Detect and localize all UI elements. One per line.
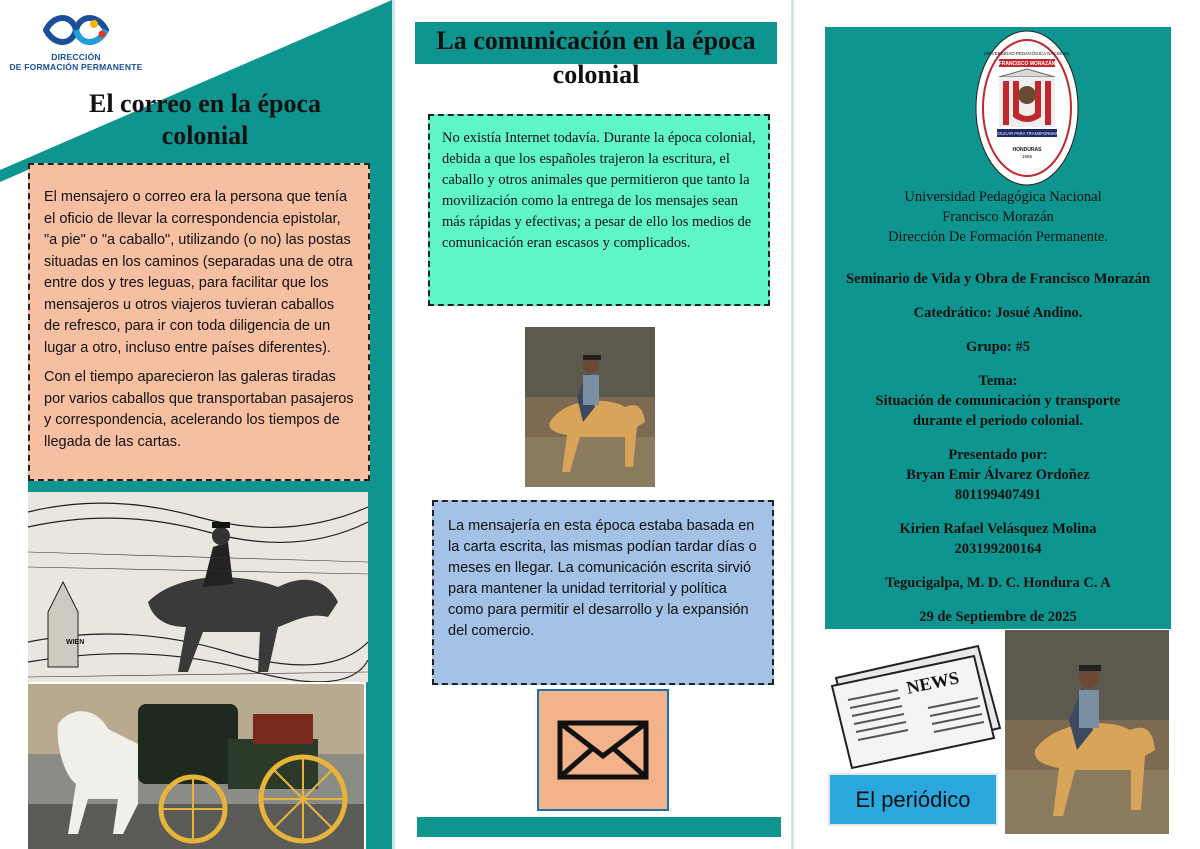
university-name: Universidad Pedagógica Nacional bbox=[904, 189, 1102, 205]
correo-paragraph-2: Con el tiempo aparecieron las galeras tiradas por varios caballos que transportaban pasajeros y correspondencia, acelerando los tiempos de llegada de las cartas. bbox=[44, 369, 354, 450]
topic-label: Tema: bbox=[978, 373, 1018, 389]
left-panel-title: El correo en la época colonial bbox=[88, 89, 322, 150]
student2-name: Kirien Rafael Velásquez Molina bbox=[899, 521, 1097, 537]
seal-top-text: UNIVERSIDAD PEDAGÓGICA NACIONAL bbox=[983, 51, 1071, 56]
newspaper-image bbox=[828, 638, 1004, 770]
correo-paragraph-1: El mensajero o correo era la persona que tenía el oficio de llevar la correspondencia epistolar, "a pie" o "a caballo", utilizando (o no) las postas situadas en los caminos (separadas una de otra entre dos y tres leguas, para facilitar que los mensajeros u otros viajeros tuvieran caballos de refresco, para ir con toda diligencia de un lugar a otro, incluso entre países diferentes). bbox=[44, 189, 353, 356]
presented-label: Presentado por: bbox=[948, 447, 1048, 463]
internet-text-box: No existía Internet todavía. Durante la época colonial, debida a que los españoles trajeron la escritura, el caballo y otros animales que permitieron que tanto la movilización como la entrega de los mensajes sean más rápidas y efectivas; a pesar de ello los medios de comunicación eran escasos y complicados. bbox=[428, 114, 770, 306]
newspaper-headline: NEWS bbox=[904, 667, 961, 698]
student1-id: 801199407491 bbox=[954, 487, 1042, 503]
periodico-label-box: El periódico bbox=[828, 773, 998, 826]
city: Tegucigalpa, M. D. C. Hondura C. A bbox=[885, 575, 1111, 591]
university-name-2: Francisco Morazán bbox=[942, 209, 1054, 225]
student2-id: 203199200164 bbox=[954, 541, 1042, 557]
middle-panel-title: La comunicación en la época colonial bbox=[436, 26, 756, 89]
logo-caption bbox=[6, 52, 146, 72]
horse-carriage-photo bbox=[28, 684, 364, 849]
seal-motto: EDUCAR PARA TRANSFORMAR bbox=[995, 131, 1059, 136]
left-panel bbox=[0, 0, 392, 849]
logo-caption-line2: DE FORMACIÓN PERMANENTE bbox=[9, 62, 143, 72]
cover-block bbox=[825, 27, 1171, 629]
seal-name-band: FRANCISCO MORAZÁN bbox=[998, 61, 1056, 67]
right-panel bbox=[794, 0, 1200, 849]
messenger-engraving-image bbox=[28, 492, 368, 682]
logo-caption-line1: DIRECCIÓN bbox=[51, 52, 101, 62]
topic: Situación de comunicación y transporte durante el periodo colonial. bbox=[875, 393, 1121, 429]
rider-on-horse-image-2 bbox=[1005, 630, 1169, 834]
university-seal-icon bbox=[975, 29, 1079, 187]
seal-country: HONDURAS bbox=[1012, 147, 1042, 153]
direction-name: Dirección De Formación Permanente. bbox=[888, 229, 1108, 245]
rider-on-horse-image bbox=[525, 327, 655, 487]
correo-text-box bbox=[28, 163, 370, 481]
mensajeria-text-box: La mensajería en esta época estaba basada en la carta escrita, las mismas podían tardar días o meses en llegar. La comunicación escrita sirvió para mantener la unidad territorial y política como para permitir el desarrollo y la expansión del comercio. bbox=[432, 500, 774, 685]
cover-text bbox=[825, 187, 1171, 627]
engraving-label: WIEN bbox=[66, 639, 85, 646]
professor: Catedrático: Josué Andino. bbox=[913, 305, 1083, 321]
middle-panel bbox=[392, 0, 794, 849]
date: 29 de Septiembre de 2025 bbox=[919, 609, 1077, 625]
envelope-icon bbox=[557, 720, 649, 780]
seal-year: 1956 bbox=[1021, 154, 1033, 159]
mail-icon-box bbox=[537, 689, 669, 811]
group: Grupo: #5 bbox=[965, 339, 1031, 355]
seminar-name: Seminario de Vida y Obra de Francisco Morazán bbox=[845, 271, 1151, 287]
student1-name: Bryan Emir Álvarez Ordoñez bbox=[906, 467, 1090, 483]
middle-footer-bar bbox=[417, 817, 781, 837]
